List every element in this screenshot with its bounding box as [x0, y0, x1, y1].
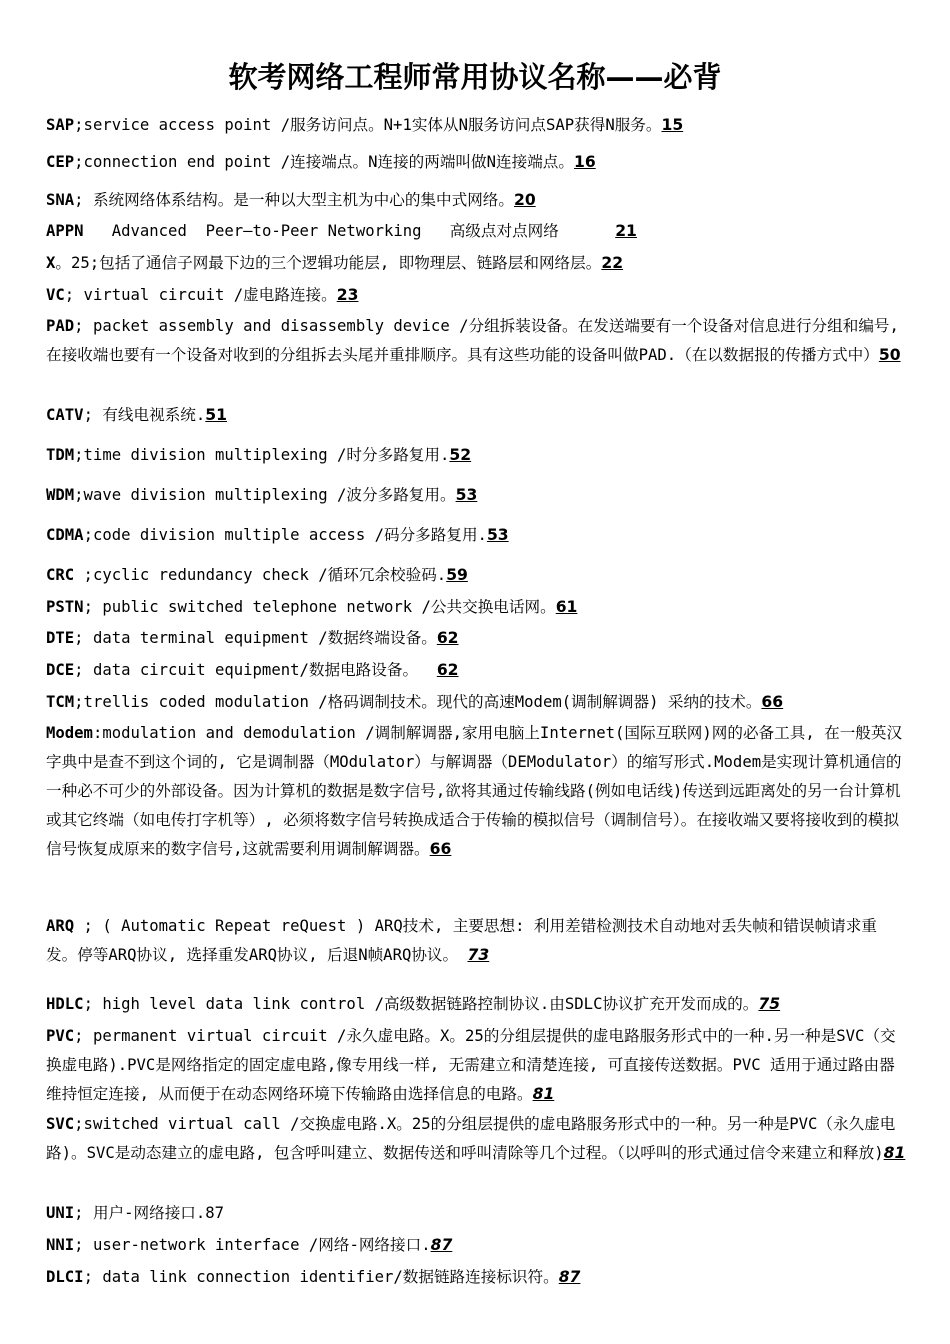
entry-sap [46, 111, 906, 140]
abbr: CRC [46, 566, 75, 584]
entry-wdm [46, 481, 906, 510]
definition: ;time division multiplexing /时分多路复用. [74, 446, 450, 464]
definition: ; ( Automatic Repeat reQuest ) ARQ技术, 主要思想: 利用差错检测技术自动地对丢失帧和错误帧请求重发。停等ARQ协议, 选择重发ARQ协议, 后退N帧ARQ协议。 [46, 917, 877, 964]
entry-dlci [46, 1263, 906, 1292]
definition: ; user-network interface /网络-网络接口. [74, 1236, 431, 1254]
abbr: DLCI [46, 1268, 84, 1286]
definition: ; data link connection identifier/数据链路连接标识符。 [83, 1268, 559, 1286]
entry-arq [46, 912, 906, 970]
entry-pvc [46, 1022, 906, 1109]
abbr: HDLC [46, 995, 84, 1013]
entry-sna [46, 186, 906, 215]
definition: ;wave division multiplexing /波分多路复用。 [74, 486, 456, 504]
page-ref: 81 [532, 1085, 555, 1103]
entry-nni [46, 1231, 906, 1260]
definition: ; packet assembly and disassembly device /分组拆装设备。在发送端要有一个设备对信息进行分组和编号, 在接收端也要有一个设备对收到的分组拆去头尾并重排顺序。具有这些功能的设备叫做PAD.（在以数据报的传播方式中） [46, 317, 899, 364]
entry-uni [46, 1199, 906, 1228]
page-ref: 87 [205, 1204, 225, 1222]
definition: ; permanent virtual circuit /永久虚电路。X。25的分组层提供的虚电路服务形式中的一种.另一种是SVC（交换虚电路).PVC是网络指定的固定虚电路,像专用线一样, 无需建立和清楚连接, 可直接传送数据。PVC 适用于通过路由器维持恒定连接, 从而便于在动态网络环境下传输路由选择信息的电路。 [46, 1027, 896, 1103]
definition: 。25;包括了通信子网最下边的三个逻辑功能层, 即物理层、链路层和网络层。 [55, 254, 602, 272]
abbr: VC [46, 286, 65, 304]
abbr: ARQ [46, 917, 75, 935]
abbr: PVC [46, 1027, 75, 1045]
abbr: TDM [46, 446, 75, 464]
entry-tdm [46, 441, 906, 470]
page-ref: 23 [336, 286, 359, 304]
page-title: 软考网络工程师常用协议名称——必背 [228, 60, 722, 94]
entry-crc [46, 561, 906, 590]
entry-pad [46, 312, 906, 370]
entry-cdma [46, 521, 906, 550]
abbr: SNA [46, 191, 75, 209]
abbr: PAD [46, 317, 75, 335]
page-ref: 59 [446, 566, 468, 584]
abbr: APPN [46, 222, 84, 240]
entry-x25 [46, 249, 906, 278]
definition: ;switched virtual call /交换虚电路.X。25的分组层提供的虚电路服务形式中的一种。另一种是PVC（永久虚电路)。SVC是动态建立的虚电路, 包含呼叫建立、数据传送和呼叫清除等几个过程。（以呼叫的形式通过信令来建立和释放) [46, 1115, 896, 1162]
definition: ; high level data link control /高级数据链路控制协议.由SDLC协议扩充开发而成的。 [83, 995, 759, 1013]
page-ref: 15 [661, 116, 684, 134]
definition: ; 用户-网络接口. [74, 1204, 206, 1222]
definition: ; data terminal equipment /数据终端设备。 [74, 629, 437, 647]
entry-catv [46, 401, 906, 430]
abbr: UNI [46, 1204, 75, 1222]
definition: ;connection end point /连接端点。N连接的两端叫做N连接端点。 [74, 153, 574, 171]
abbr: Modem [46, 724, 93, 742]
page-ref: 66 [429, 840, 452, 858]
entry-pstn [46, 593, 906, 622]
entry-cep [46, 148, 906, 177]
definition: ;code division multiple access /码分多路复用. [83, 526, 487, 544]
entry-tcm [46, 688, 906, 717]
page-ref: 62 [436, 629, 459, 647]
definition: ;trellis coded modulation /格码调制技术。现代的高速Modem(调制解调器) 采纳的技术。 [74, 693, 762, 711]
entry-hdlc [46, 990, 906, 1019]
definition: ; 系统网络体系结构。是一种以大型主机为中心的集中式网络。 [74, 191, 514, 209]
page-ref: 75 [758, 995, 781, 1013]
abbr: SVC [46, 1115, 75, 1133]
definition: ; public switched telephone network /公共交换电话网。 [83, 598, 556, 616]
page-ref: 22 [601, 254, 624, 272]
entry-dte [46, 624, 906, 653]
page-ref: 20 [513, 191, 536, 209]
abbr: CATV [46, 406, 84, 424]
abbr: NNI [46, 1236, 75, 1254]
page-ref: 73 [467, 946, 490, 964]
page-ref: 62 [436, 661, 459, 679]
definition: ; data circuit equipment/数据电路设备。 [74, 661, 437, 679]
page-ref: 21 [615, 222, 637, 240]
entry-dce [46, 656, 906, 685]
page-ref: 66 [761, 693, 784, 711]
page-ref: 53 [486, 526, 509, 544]
page-ref: 53 [455, 486, 478, 504]
abbr: DCE [46, 661, 75, 679]
page-ref: 16 [573, 153, 596, 171]
abbr: SAP [46, 116, 75, 134]
page-ref: 50 [878, 346, 901, 364]
page-ref: 61 [555, 598, 578, 616]
abbr: CEP [46, 153, 75, 171]
page-ref: 87 [430, 1236, 453, 1254]
definition: :modulation and demodulation /调制解调器,家用电脑上Internet(国际互联网)网的必备工具, 在一般英汉字典中是查不到这个词的, 它是调制器（MOdulator）与解调器（DEModulator）的缩写形式.Modem是实现计算机通信的一种必不可少的外部设备。因为计算机的数据是数字信号,欲将其通过传输线路(例如电话线)传送到远距离处的另一台计算机或其它终端（如电传打字机等）, 必须将数字信号转换成适合于传输的模拟信号（调制信号）。在接收端又要将接收到的模拟信号恢复成原来的数字信号,这就需要利用调制解调器。 [46, 724, 903, 858]
abbr: DTE [46, 629, 75, 647]
entry-svc [46, 1110, 906, 1168]
definition: ; 有线电视系统. [83, 406, 206, 424]
definition: ;service access point /服务访问点。N+1实体从N服务访问点SAP获得N服务。 [74, 116, 662, 134]
page-ref: 87 [558, 1268, 581, 1286]
definition: ;cyclic redundancy check /循环冗余校验码. [74, 566, 447, 584]
abbr: TCM [46, 693, 75, 711]
abbr: CDMA [46, 526, 84, 544]
definition: Advanced Peer—to-Peer Networking 高级点对点网络 [83, 222, 616, 240]
abbr: X [46, 254, 56, 272]
abbr: PSTN [46, 598, 84, 616]
definition: ; virtual circuit /虚电路连接。 [64, 286, 337, 304]
page-ref: 81 [883, 1144, 906, 1162]
page-ref: 52 [449, 446, 472, 464]
entry-modem [46, 719, 906, 864]
entry-appn [46, 217, 906, 246]
entry-vc [46, 281, 906, 310]
abbr: WDM [46, 486, 75, 504]
page-ref: 51 [205, 406, 227, 424]
